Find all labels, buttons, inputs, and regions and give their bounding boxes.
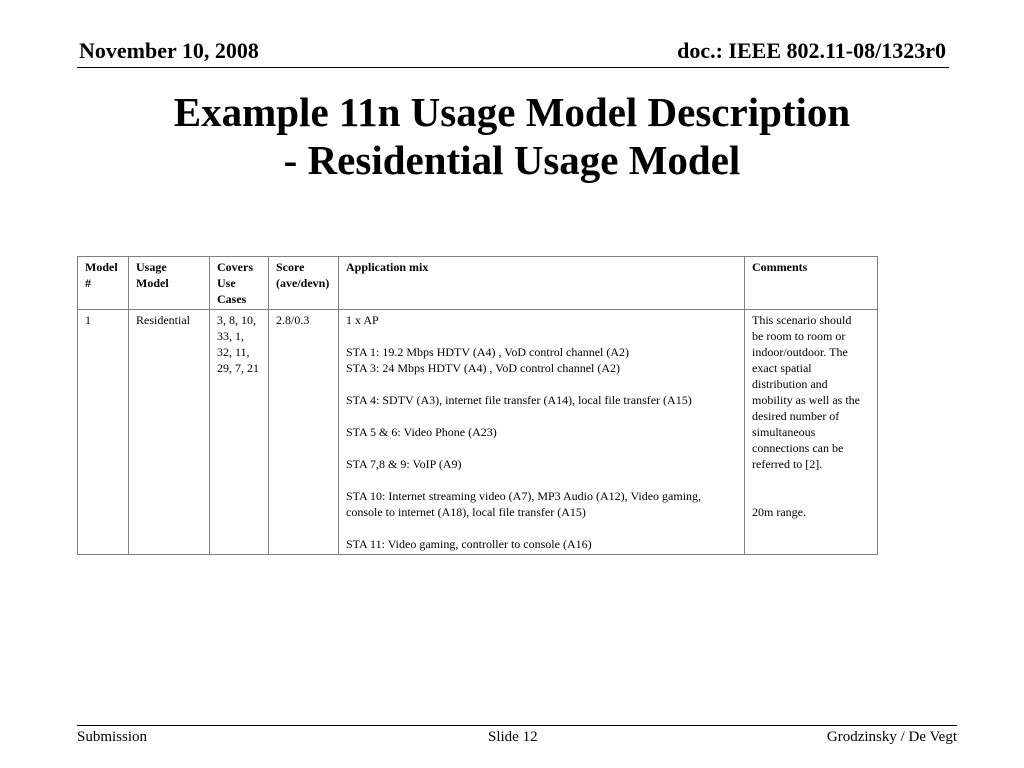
header-score bbox=[269, 257, 339, 310]
cell-comments bbox=[745, 310, 878, 555]
footer-submission: Submission bbox=[77, 729, 148, 745]
cell-score: 2.8/0.3 bbox=[269, 310, 339, 555]
header-date: November 10, 2008 bbox=[79, 38, 259, 63]
header-usage-line: Model bbox=[136, 276, 169, 290]
app-mix-line: console to internet (A18), local file transfer (A15) bbox=[346, 505, 586, 519]
comments-line: connections can be bbox=[752, 441, 844, 455]
covers-line: 29, 7, 21 bbox=[217, 361, 259, 375]
cell-usage-model: Residential bbox=[129, 310, 210, 555]
header-covers-line: Use bbox=[217, 276, 236, 290]
footer-divider bbox=[77, 725, 957, 726]
header-comments bbox=[745, 257, 878, 310]
app-mix-line: STA 7,8 & 9: VoIP (A9) bbox=[346, 457, 462, 471]
covers-line: 33, 1, bbox=[217, 329, 244, 343]
cell-covers-use-cases bbox=[210, 310, 269, 555]
usage-model-table bbox=[77, 256, 878, 555]
app-mix-line: STA 4: SDTV (A3), internet file transfer (A14), local file transfer (A15) bbox=[346, 393, 692, 407]
comments-line: indoor/outdoor. The bbox=[752, 345, 848, 359]
footer-authors: Grodzinsky / De Vegt bbox=[826, 729, 957, 745]
title-line-2: - Residential Usage Model bbox=[283, 137, 741, 183]
header-covers-line: Covers bbox=[217, 260, 253, 274]
table-header-row bbox=[78, 257, 878, 310]
header-divider bbox=[77, 67, 949, 68]
comments-line: 20m range. bbox=[752, 505, 806, 519]
app-mix-line: STA 1: 19.2 Mbps HDTV (A4) , VoD control channel (A2) bbox=[346, 345, 630, 359]
app-mix-line: STA 5 & 6: Video Phone (A23) bbox=[346, 425, 497, 439]
header-usage-model bbox=[129, 257, 210, 310]
header-covers-use-cases bbox=[210, 257, 269, 310]
header-model-line: # bbox=[85, 276, 91, 290]
footer-slide-number: Slide 12 bbox=[488, 729, 538, 745]
cell-application-mix bbox=[339, 310, 745, 555]
comments-line: This scenario should bbox=[752, 313, 852, 327]
header-score-line: Score bbox=[276, 260, 305, 274]
header-score-line: (ave/devn) bbox=[276, 276, 330, 290]
header-comments-line: Comments bbox=[752, 260, 808, 274]
title-line-1: Example 11n Usage Model Description bbox=[173, 89, 851, 135]
comments-line: referred to [2]. bbox=[752, 457, 823, 471]
header-covers-line: Cases bbox=[217, 292, 247, 306]
comments-line: desired number of bbox=[752, 409, 840, 423]
header-model-line: Model bbox=[85, 260, 118, 274]
slide-title bbox=[0, 88, 1024, 184]
comments-line: distribution and bbox=[752, 377, 828, 391]
table-row bbox=[78, 310, 878, 555]
cell-model-number: 1 bbox=[78, 310, 129, 555]
header-usage-line: Usage bbox=[136, 260, 167, 274]
header-app-mix-line: Application mix bbox=[346, 260, 429, 274]
covers-line: 32, 11, bbox=[217, 345, 250, 359]
header-application-mix bbox=[339, 257, 745, 310]
comments-line: mobility as well as the bbox=[752, 393, 860, 407]
app-mix-line: 1 x AP bbox=[346, 313, 379, 327]
covers-line: 3, 8, 10, bbox=[217, 313, 256, 327]
app-mix-line: STA 10: Internet streaming video (A7), MP3 Audio (A12), Video gaming, bbox=[346, 489, 702, 503]
comments-line: exact spatial bbox=[752, 361, 812, 375]
app-mix-line: STA 3: 24 Mbps HDTV (A4) , VoD control channel (A2) bbox=[346, 361, 621, 375]
header-doc-id: doc.: IEEE 802.11-08/1323r0 bbox=[677, 38, 946, 63]
comments-line: be room to room or bbox=[752, 329, 846, 343]
app-mix-line: STA 11: Video gaming, controller to console (A16) bbox=[346, 537, 592, 551]
comments-line: simultaneous bbox=[752, 425, 816, 439]
header-model bbox=[78, 257, 129, 310]
